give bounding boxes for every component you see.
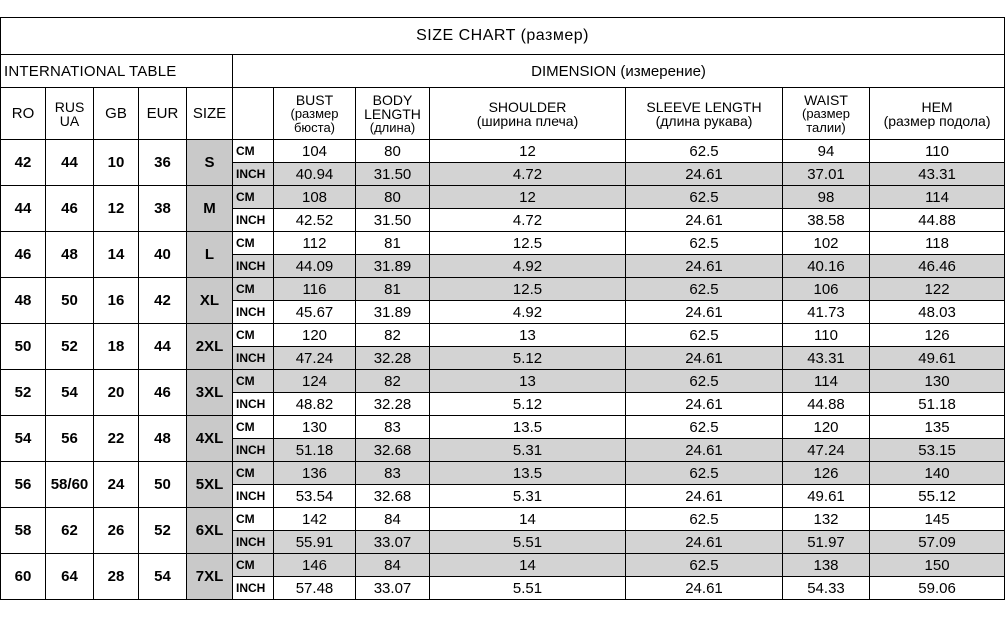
col-ro: RO <box>1 88 46 140</box>
value-cell-sleeve-cm: 62.5 <box>626 186 783 209</box>
value-cell-bust-inch: 57.48 <box>274 577 356 600</box>
eur-size: 36 <box>139 140 187 186</box>
value-cell-bust-inch: 55.91 <box>274 531 356 554</box>
ro-size: 56 <box>1 462 46 508</box>
value-cell-waist-inch: 44.88 <box>783 393 870 416</box>
value-cell-hem-inch: 53.15 <box>870 439 1005 462</box>
value-cell-waist-inch: 49.61 <box>783 485 870 508</box>
ro-size: 44 <box>1 186 46 232</box>
rus-ua-size: 44 <box>46 140 94 186</box>
unit-inch-label: INCH <box>233 209 274 232</box>
col-length-label2: LENGTH <box>364 105 421 122</box>
value-cell-sleeve-inch: 24.61 <box>626 439 783 462</box>
value-cell-waist-cm: 138 <box>783 554 870 577</box>
unit-cm-label: CM <box>233 416 274 439</box>
value-cell-bust-cm: 124 <box>274 370 356 393</box>
table-row <box>1 232 1005 255</box>
value-cell-sleeve-cm: 62.5 <box>626 462 783 485</box>
value-cell-bust-cm: 116 <box>274 278 356 301</box>
value-cell-bust-cm: 104 <box>274 140 356 163</box>
value-cell-hem-cm: 114 <box>870 186 1005 209</box>
value-cell-waist-inch: 41.73 <box>783 301 870 324</box>
col-waist-sub2: талии) <box>806 119 846 135</box>
value-cell-length-inch: 33.07 <box>356 531 430 554</box>
col-hem-sub: (размер подола) <box>883 112 991 129</box>
size-label: 5XL <box>187 462 233 508</box>
value-cell-waist-cm: 106 <box>783 278 870 301</box>
ro-size: 48 <box>1 278 46 324</box>
value-cell-sleeve-cm: 62.5 <box>626 324 783 347</box>
unit-cm-label: CM <box>233 324 274 347</box>
value-cell-shoulder-cm: 12.5 <box>430 278 626 301</box>
value-cell-shoulder-inch: 4.92 <box>430 255 626 278</box>
gb-size: 24 <box>94 462 139 508</box>
value-cell-shoulder-cm: 13.5 <box>430 462 626 485</box>
table-row <box>1 462 1005 485</box>
value-cell-bust-cm: 146 <box>274 554 356 577</box>
international-table-header: INTERNATIONAL TABLE <box>1 55 233 88</box>
size-label: 3XL <box>187 370 233 416</box>
value-cell-bust-inch: 53.54 <box>274 485 356 508</box>
value-cell-shoulder-cm: 12 <box>430 186 626 209</box>
rus-ua-size: 50 <box>46 278 94 324</box>
ro-size: 46 <box>1 232 46 278</box>
size-label: L <box>187 232 233 278</box>
value-cell-length-inch: 31.89 <box>356 255 430 278</box>
value-cell-sleeve-cm: 62.5 <box>626 370 783 393</box>
unit-cm-label: CM <box>233 554 274 577</box>
value-cell-hem-cm: 145 <box>870 508 1005 531</box>
unit-inch-label: INCH <box>233 531 274 554</box>
value-cell-waist-cm: 114 <box>783 370 870 393</box>
unit-cm-label: CM <box>233 278 274 301</box>
col-sleeve-sub: (длина рукава) <box>655 112 753 129</box>
table-row <box>1 278 1005 301</box>
value-cell-bust-cm: 136 <box>274 462 356 485</box>
value-cell-shoulder-cm: 13 <box>430 370 626 393</box>
eur-size: 48 <box>139 416 187 462</box>
value-cell-hem-inch: 59.06 <box>870 577 1005 600</box>
value-cell-length-inch: 32.68 <box>356 439 430 462</box>
rus-ua-size: 62 <box>46 508 94 554</box>
value-cell-length-cm: 84 <box>356 508 430 531</box>
value-cell-waist-inch: 38.58 <box>783 209 870 232</box>
value-cell-hem-inch: 55.12 <box>870 485 1005 508</box>
value-cell-sleeve-cm: 62.5 <box>626 508 783 531</box>
unit-inch-label: INCH <box>233 301 274 324</box>
value-cell-shoulder-inch: 5.12 <box>430 393 626 416</box>
value-cell-hem-cm: 130 <box>870 370 1005 393</box>
value-cell-sleeve-inch: 24.61 <box>626 531 783 554</box>
col-bust <box>274 88 356 140</box>
unit-cm-label: CM <box>233 508 274 531</box>
value-cell-length-inch: 31.50 <box>356 209 430 232</box>
value-cell-sleeve-inch: 24.61 <box>626 393 783 416</box>
unit-cm-label: CM <box>233 186 274 209</box>
col-gb: GB <box>94 88 139 140</box>
value-cell-waist-cm: 102 <box>783 232 870 255</box>
col-waist-sub1: (размер <box>801 105 850 121</box>
col-shoulder-label: SHOULDER <box>488 98 567 115</box>
table-row <box>1 186 1005 209</box>
value-cell-sleeve-inch: 24.61 <box>626 577 783 600</box>
unit-inch-label: INCH <box>233 347 274 370</box>
size-chart-table <box>0 17 1005 600</box>
col-waist-label: WAIST <box>804 91 848 108</box>
size-label: 2XL <box>187 324 233 370</box>
value-cell-hem-inch: 51.18 <box>870 393 1005 416</box>
value-cell-length-cm: 82 <box>356 370 430 393</box>
col-size: SIZE <box>187 88 233 140</box>
col-length-label1: BODY <box>372 91 413 108</box>
eur-size: 42 <box>139 278 187 324</box>
value-cell-hem-inch: 44.88 <box>870 209 1005 232</box>
value-cell-shoulder-cm: 12.5 <box>430 232 626 255</box>
col-rus-label: RUS <box>54 98 85 115</box>
value-cell-sleeve-inch: 24.61 <box>626 255 783 278</box>
unit-inch-label: INCH <box>233 577 274 600</box>
col-bust-sub2: бюста) <box>293 119 336 135</box>
value-cell-sleeve-inch: 24.61 <box>626 301 783 324</box>
value-cell-bust-inch: 45.67 <box>274 301 356 324</box>
unit-inch-label: INCH <box>233 439 274 462</box>
value-cell-sleeve-inch: 24.61 <box>626 347 783 370</box>
size-label: XL <box>187 278 233 324</box>
value-cell-length-inch: 32.28 <box>356 347 430 370</box>
value-cell-bust-inch: 47.24 <box>274 347 356 370</box>
value-cell-hem-inch: 46.46 <box>870 255 1005 278</box>
value-cell-length-cm: 83 <box>356 416 430 439</box>
table-row <box>1 508 1005 531</box>
rus-ua-size: 56 <box>46 416 94 462</box>
eur-size: 50 <box>139 462 187 508</box>
col-shoulder-sub: (ширина плеча) <box>476 112 579 129</box>
unit-inch-label: INCH <box>233 485 274 508</box>
value-cell-length-inch: 33.07 <box>356 577 430 600</box>
size-label: 6XL <box>187 508 233 554</box>
value-cell-waist-cm: 132 <box>783 508 870 531</box>
value-cell-length-inch: 31.89 <box>356 301 430 324</box>
value-cell-length-cm: 83 <box>356 462 430 485</box>
value-cell-shoulder-inch: 5.31 <box>430 439 626 462</box>
value-cell-waist-inch: 51.97 <box>783 531 870 554</box>
value-cell-bust-inch: 42.52 <box>274 209 356 232</box>
eur-size: 54 <box>139 554 187 600</box>
value-cell-shoulder-cm: 12 <box>430 140 626 163</box>
col-bust-label: BUST <box>295 91 334 108</box>
value-cell-waist-cm: 110 <box>783 324 870 347</box>
col-length-sub: (длина) <box>369 119 416 135</box>
value-cell-length-cm: 80 <box>356 140 430 163</box>
value-cell-length-cm: 81 <box>356 278 430 301</box>
gb-size: 18 <box>94 324 139 370</box>
value-cell-length-cm: 80 <box>356 186 430 209</box>
value-cell-waist-inch: 43.31 <box>783 347 870 370</box>
dimension-header: DIMENSION (измерение) <box>233 55 1005 88</box>
unit-cm-label: CM <box>233 140 274 163</box>
value-cell-waist-cm: 94 <box>783 140 870 163</box>
table-row <box>1 554 1005 577</box>
value-cell-hem-inch: 57.09 <box>870 531 1005 554</box>
chart-title: SIZE CHART (размер) <box>1 18 1005 55</box>
value-cell-shoulder-cm: 13 <box>430 324 626 347</box>
ro-size: 54 <box>1 416 46 462</box>
table-row <box>1 140 1005 163</box>
gb-size: 28 <box>94 554 139 600</box>
unit-inch-label: INCH <box>233 255 274 278</box>
col-waist <box>783 88 870 140</box>
value-cell-waist-inch: 37.01 <box>783 163 870 186</box>
ro-size: 52 <box>1 370 46 416</box>
value-cell-shoulder-inch: 5.31 <box>430 485 626 508</box>
value-cell-length-cm: 84 <box>356 554 430 577</box>
size-label: 7XL <box>187 554 233 600</box>
rus-ua-size: 64 <box>46 554 94 600</box>
col-rus-ua <box>46 88 94 140</box>
value-cell-sleeve-cm: 62.5 <box>626 554 783 577</box>
rus-ua-size: 46 <box>46 186 94 232</box>
col-ua-label: UA <box>59 112 80 129</box>
value-cell-waist-inch: 47.24 <box>783 439 870 462</box>
value-cell-length-inch: 32.68 <box>356 485 430 508</box>
value-cell-shoulder-inch: 4.72 <box>430 163 626 186</box>
value-cell-hem-cm: 150 <box>870 554 1005 577</box>
unit-inch-label: INCH <box>233 393 274 416</box>
gb-size: 14 <box>94 232 139 278</box>
value-cell-sleeve-cm: 62.5 <box>626 416 783 439</box>
value-cell-waist-inch: 40.16 <box>783 255 870 278</box>
value-cell-hem-inch: 48.03 <box>870 301 1005 324</box>
table-row <box>1 370 1005 393</box>
value-cell-shoulder-inch: 5.51 <box>430 577 626 600</box>
gb-size: 26 <box>94 508 139 554</box>
value-cell-bust-cm: 142 <box>274 508 356 531</box>
unit-inch-label: INCH <box>233 163 274 186</box>
rus-ua-size: 54 <box>46 370 94 416</box>
col-unit <box>233 88 274 140</box>
gb-size: 22 <box>94 416 139 462</box>
ro-size: 50 <box>1 324 46 370</box>
value-cell-hem-cm: 126 <box>870 324 1005 347</box>
eur-size: 46 <box>139 370 187 416</box>
table-row <box>1 324 1005 347</box>
value-cell-hem-cm: 135 <box>870 416 1005 439</box>
col-hem-label: HEM <box>921 98 953 115</box>
ro-size: 42 <box>1 140 46 186</box>
value-cell-bust-cm: 112 <box>274 232 356 255</box>
col-eur: EUR <box>139 88 187 140</box>
value-cell-hem-inch: 43.31 <box>870 163 1005 186</box>
table-row <box>1 416 1005 439</box>
unit-cm-label: CM <box>233 462 274 485</box>
value-cell-waist-cm: 126 <box>783 462 870 485</box>
value-cell-sleeve-inch: 24.61 <box>626 485 783 508</box>
col-sleeve-label: SLEEVE LENGTH <box>646 98 762 115</box>
value-cell-length-inch: 31.50 <box>356 163 430 186</box>
value-cell-shoulder-cm: 14 <box>430 554 626 577</box>
col-bust-sub1: (размер <box>290 105 339 121</box>
gb-size: 16 <box>94 278 139 324</box>
value-cell-bust-inch: 51.18 <box>274 439 356 462</box>
value-cell-bust-inch: 44.09 <box>274 255 356 278</box>
col-body-length <box>356 88 430 140</box>
gb-size: 20 <box>94 370 139 416</box>
rus-ua-size: 52 <box>46 324 94 370</box>
value-cell-bust-cm: 108 <box>274 186 356 209</box>
value-cell-bust-inch: 48.82 <box>274 393 356 416</box>
value-cell-shoulder-cm: 13.5 <box>430 416 626 439</box>
rus-ua-size: 48 <box>46 232 94 278</box>
value-cell-sleeve-cm: 62.5 <box>626 140 783 163</box>
value-cell-length-cm: 82 <box>356 324 430 347</box>
col-shoulder <box>430 88 626 140</box>
eur-size: 40 <box>139 232 187 278</box>
value-cell-length-inch: 32.28 <box>356 393 430 416</box>
value-cell-shoulder-inch: 5.51 <box>430 531 626 554</box>
unit-cm-label: CM <box>233 370 274 393</box>
value-cell-sleeve-cm: 62.5 <box>626 232 783 255</box>
value-cell-hem-cm: 118 <box>870 232 1005 255</box>
value-cell-sleeve-inch: 24.61 <box>626 209 783 232</box>
value-cell-sleeve-cm: 62.5 <box>626 278 783 301</box>
value-cell-waist-cm: 98 <box>783 186 870 209</box>
eur-size: 52 <box>139 508 187 554</box>
col-hem <box>870 88 1005 140</box>
gb-size: 12 <box>94 186 139 232</box>
value-cell-shoulder-inch: 4.72 <box>430 209 626 232</box>
value-cell-waist-inch: 54.33 <box>783 577 870 600</box>
value-cell-waist-cm: 120 <box>783 416 870 439</box>
unit-cm-label: CM <box>233 232 274 255</box>
value-cell-shoulder-cm: 14 <box>430 508 626 531</box>
size-label: M <box>187 186 233 232</box>
ro-size: 60 <box>1 554 46 600</box>
col-sleeve-length <box>626 88 783 140</box>
value-cell-bust-cm: 130 <box>274 416 356 439</box>
size-label: 4XL <box>187 416 233 462</box>
value-cell-hem-cm: 122 <box>870 278 1005 301</box>
value-cell-shoulder-inch: 5.12 <box>430 347 626 370</box>
value-cell-shoulder-inch: 4.92 <box>430 301 626 324</box>
size-label: S <box>187 140 233 186</box>
value-cell-hem-cm: 140 <box>870 462 1005 485</box>
value-cell-sleeve-inch: 24.61 <box>626 163 783 186</box>
gb-size: 10 <box>94 140 139 186</box>
value-cell-length-cm: 81 <box>356 232 430 255</box>
rus-ua-size: 58/60 <box>46 462 94 508</box>
value-cell-bust-cm: 120 <box>274 324 356 347</box>
ro-size: 58 <box>1 508 46 554</box>
eur-size: 44 <box>139 324 187 370</box>
eur-size: 38 <box>139 186 187 232</box>
value-cell-bust-inch: 40.94 <box>274 163 356 186</box>
value-cell-hem-inch: 49.61 <box>870 347 1005 370</box>
value-cell-hem-cm: 110 <box>870 140 1005 163</box>
